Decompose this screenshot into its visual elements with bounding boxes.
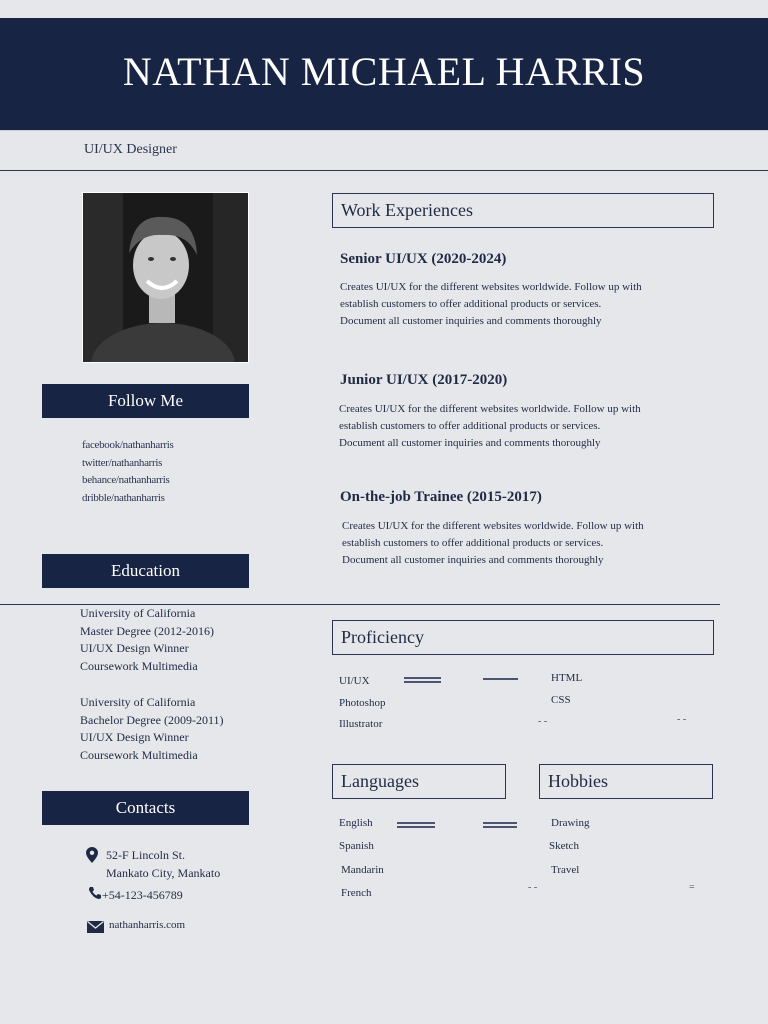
social-behance[interactable]: behance/nathanharris	[82, 474, 170, 486]
language-level-bar	[483, 826, 517, 828]
proficiency-heading: Proficiency	[332, 620, 714, 655]
address-line-2: Mankato City, Mankato	[106, 866, 221, 880]
edu-award: UI/UX Design Winner	[80, 641, 189, 655]
language-level-bar	[397, 826, 435, 828]
job-title: Junior UI/UX (2017-2020)	[340, 372, 508, 388]
hobbies-heading: Hobbies	[539, 764, 713, 799]
skill-label: HTML	[551, 672, 583, 684]
language-label: Mandarin	[341, 864, 384, 876]
skill-label: Illustrator	[339, 718, 383, 730]
header-bottom-line	[0, 130, 768, 131]
skill-level-bar	[483, 678, 518, 680]
job-title: On-the-job Trainee (2015-2017)	[340, 489, 542, 505]
edu-award: UI/UX Design Winner	[80, 730, 189, 744]
skill-level-bar	[404, 681, 441, 683]
job-desc-line: establish customers to offer additional products or services.	[339, 420, 601, 432]
education-entry	[80, 605, 214, 675]
language-level-bar	[483, 822, 517, 824]
skill-level-bar	[404, 677, 441, 679]
job-title: Senior UI/UX (2020-2024)	[340, 251, 507, 267]
job-description	[342, 518, 682, 569]
hobby-level-mark: =	[689, 882, 695, 893]
skill-label: CSS	[551, 694, 571, 706]
job-desc-line: Creates UI/UX for the different websites worldwide. Follow up with	[342, 520, 644, 532]
phone-number[interactable]: +54-123-456789	[102, 888, 183, 902]
full-name: NATHAN MICHAEL HARRIS	[122, 49, 646, 94]
job-desc-line: establish customers to offer additional products or services.	[342, 537, 604, 549]
location-pin-icon	[86, 847, 98, 868]
edu-degree: Bachelor Degree (2009-2011)	[80, 712, 224, 727]
education-heading: Education	[42, 554, 249, 588]
languages-heading: Languages	[332, 764, 506, 799]
envelope-icon	[87, 920, 104, 938]
phone-icon	[88, 886, 102, 905]
language-level-bar	[397, 822, 435, 824]
job-description	[340, 279, 680, 330]
website-link[interactable]: nathanharris.com	[109, 919, 186, 931]
job-desc-line: Document all customer inquiries and comments thoroughly	[339, 437, 601, 449]
edu-school: University of California	[80, 606, 196, 620]
job-description	[339, 401, 679, 452]
skill-level-mark: - -	[538, 716, 548, 727]
hobby-label: Travel	[551, 864, 580, 876]
contacts-heading: Contacts	[42, 791, 249, 825]
hobby-label: Sketch	[549, 840, 579, 852]
edu-course: Coursework Multimedia	[80, 747, 198, 762]
edu-school: University of California	[80, 695, 196, 709]
work-heading: Work Experiences	[332, 193, 714, 228]
edu-degree: Master Degree (2012-2016)	[80, 623, 214, 638]
skill-label: Photoshop	[339, 697, 386, 709]
edu-course: Coursework Multimedia	[80, 658, 198, 673]
job-desc-line: Creates UI/UX for the different websites worldwide. Follow up with	[339, 403, 641, 415]
profile-photo	[82, 192, 249, 363]
job-desc-line: Document all customer inquiries and comments thoroughly	[342, 554, 604, 566]
language-label: Spanish	[339, 840, 374, 852]
social-twitter[interactable]: twitter/nathanharris	[82, 457, 163, 469]
hobby-label: Drawing	[551, 817, 590, 829]
social-dribble[interactable]: dribble/nathanharris	[82, 492, 165, 504]
language-level-mark: - -	[528, 882, 538, 893]
follow-me-heading: Follow Me	[42, 384, 249, 418]
skill-level-mark: - -	[677, 714, 687, 725]
language-label: French	[341, 887, 372, 899]
job-desc-line: Document all customer inquiries and comments thoroughly	[340, 315, 602, 327]
job-role: UI/UX Designer	[84, 142, 177, 157]
social-facebook[interactable]: facebook/nathanharris	[82, 439, 174, 451]
job-desc-line: establish customers to offer additional products or services.	[340, 298, 602, 310]
address-line-1: 52-F Lincoln St.	[106, 848, 186, 862]
education-entry	[80, 694, 224, 764]
job-desc-line: Creates UI/UX for the different websites worldwide. Follow up with	[340, 281, 642, 293]
role-divider	[0, 170, 768, 171]
language-label: English	[339, 817, 373, 829]
skill-label: UI/UX	[339, 675, 370, 687]
